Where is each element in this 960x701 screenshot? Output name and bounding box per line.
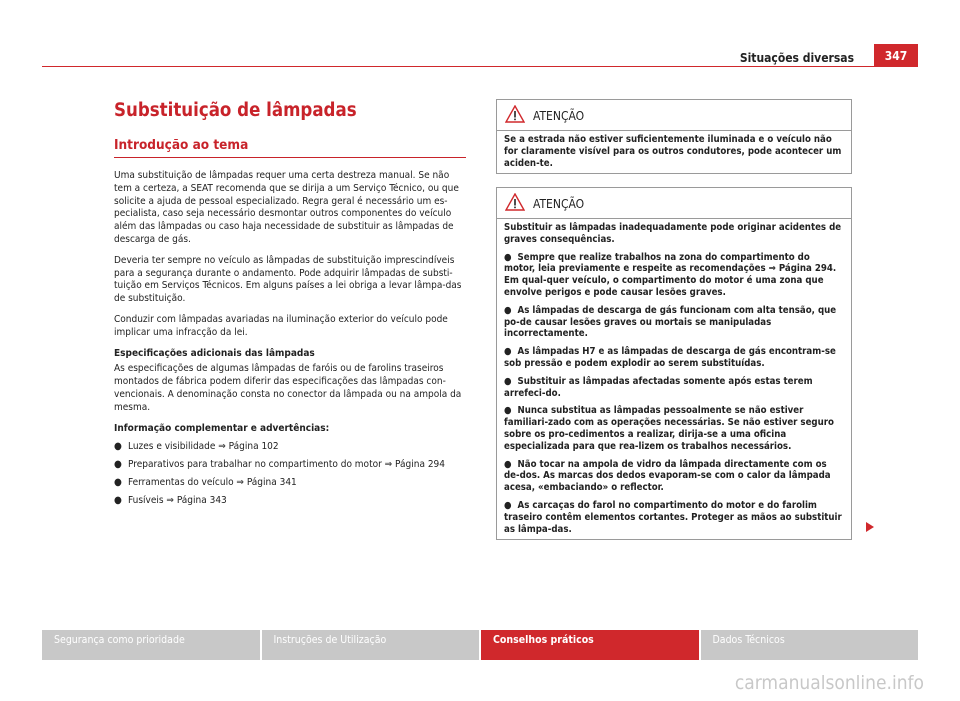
warning-intro: Substituir as lâmpadas inadequadamente pode originar acidentes de graves consequências. [504,222,842,245]
warning-item [504,305,843,340]
warning-item-text: As lâmpadas H7 e as lâmpadas de descarga de gás encontram-se sob pressão e podem explodir ao serem substituídas. [504,346,836,369]
warning-item [504,346,843,370]
warning-box-1 [496,99,852,174]
warning-item [504,376,843,400]
warning-item-text: Substituir as lâmpadas afectadas somente após estas terem arrefeci-do. [504,375,813,399]
warning-item [504,405,843,452]
warning-item-text: As carcaças do farol no compartimento do motor e do farolim traseiro contêm elementos cortantes. Proteger as mãos ao substituir as lâmpa-das. [504,499,842,535]
bullet: ● [114,476,122,488]
footer-tabs [42,630,918,660]
reference-item[interactable] [114,477,466,490]
bullet: ● [504,304,512,316]
reference-text: Preparativos para trabalhar no compartimento do motor ⇒ Página 294 [128,459,445,471]
tab-operating-instructions[interactable]: Instruções de Utilização [262,630,480,660]
warning-item-text: As lâmpadas de descarga de gás funcionam com alta tensão, que po-de causar lesões graves ou mortais se manipuladas incorrectamente. [504,304,837,340]
bullet: ● [114,494,122,506]
bullet: ● [504,405,512,417]
warning-item [504,500,843,535]
page-title: Substituição de lâmpadas [114,100,357,121]
warning-item-text: Nunca substitua as lâmpadas pessoalmente se não estiver familiari-zado com as operações necessárias. Se não estiver seguro sobre os pro-cedimentos a realizar, dirija-se a uma oficina especializada para que rea-lizem os trabalhos necessários. [504,405,834,452]
warning-header [497,188,851,219]
warning-text: Se a estrada não estiver suficientemente iluminada e o veículo não for claramente visível para os outros condutores, pode acontecer um aciden-te. [504,134,842,169]
warning-body [497,219,851,539]
warning-title: ATENÇÃO [533,197,585,211]
warning-item-text: Sempre que realize trabalhos na zona do compartimento do motor, leia previamente e respeite as recomendações ⇒ Página 294. Em qual-quer veículo, o compartimento do motor é uma zona que envolve perigos e pode causar lesões graves. [504,251,837,298]
warning-triangle-icon [505,105,525,123]
bullet: ● [504,499,512,511]
bullet: ● [114,459,122,471]
bullet: ● [504,458,512,470]
info-heading: Informação complementar e advertências: [114,422,330,434]
reference-item[interactable] [114,495,466,508]
law-paragraph: Conduzir com lâmpadas avariadas na iluminação exterior do veículo pode implicar uma infracção da lei. [114,313,448,338]
left-column [114,96,466,508]
continue-arrow-icon[interactable] [866,522,874,532]
intro-paragraph: Uma substituição de lâmpadas requer uma certa destreza manual. Se não tem a certeza, a SEAT recomenda que se dirija a um Serviço Técnico, ou que solicite a ajuda de pessoal especializado. Regra geral é necessário um es-pecialista, caso seja necessário desmontar outros componentes do veículo além das lâmpadas ou caso haja necessidade de substituir as lâmpadas de descarga de gás. [114,170,459,245]
bullet: ● [504,346,512,358]
warning-item [504,252,843,299]
section-title: Situações diversas [739,51,854,65]
warning-body [497,131,851,173]
warning-box-2 [496,187,852,540]
section-subtitle: Introdução ao tema [114,137,466,158]
reference-item[interactable] [114,441,466,454]
bullet: ● [504,375,512,387]
spec-paragraph: As especificações de algumas lâmpadas de faróis ou de farolins traseiros montados de fábrica podem diferir das especificações das lâmpadas con-vencionais. A denominação consta no conector da lâmpada ou na ampola da mesma. [114,363,462,413]
page-number: 347 [874,44,918,66]
header-rule [42,66,918,67]
tab-technical-data[interactable]: Dados Técnicos [701,630,919,660]
warning-item [504,459,843,494]
reference-text: Ferramentas do veículo ⇒ Página 341 [128,476,297,488]
warning-item-text: Não tocar na ampola de vidro da lâmpada directamente com os de-dos. As marcas dos dedos evaporam-se com o calor da lâmpada acesa, «embaciando» o reflector. [504,458,831,494]
watermark: carmanualsonline.info [734,672,924,694]
warning-title: ATENÇÃO [533,109,585,123]
warning-header [497,100,851,131]
bullet: ● [504,251,512,263]
reference-item[interactable] [114,459,466,472]
reference-text: Luzes e visibilidade ⇒ Página 102 [128,441,279,453]
warning-triangle-icon [505,193,525,211]
reference-text: Fusíveis ⇒ Página 343 [128,494,227,506]
tab-practical-advice[interactable]: Conselhos práticos [481,630,699,660]
spec-heading: Especificações adicionais das lâmpadas [114,347,315,359]
tab-safety[interactable]: Segurança como prioridade [42,630,260,660]
bullet: ● [114,441,122,453]
spare-bulbs-paragraph: Deveria ter sempre no veículo as lâmpadas de substituição imprescindíveis para a segurança durante o andamento. Pode adquirir lâmpadas de substi-tuição em Serviços Técnicos. Em alguns países a lei obriga a levar lâmpa-das de substituição. [114,254,462,305]
